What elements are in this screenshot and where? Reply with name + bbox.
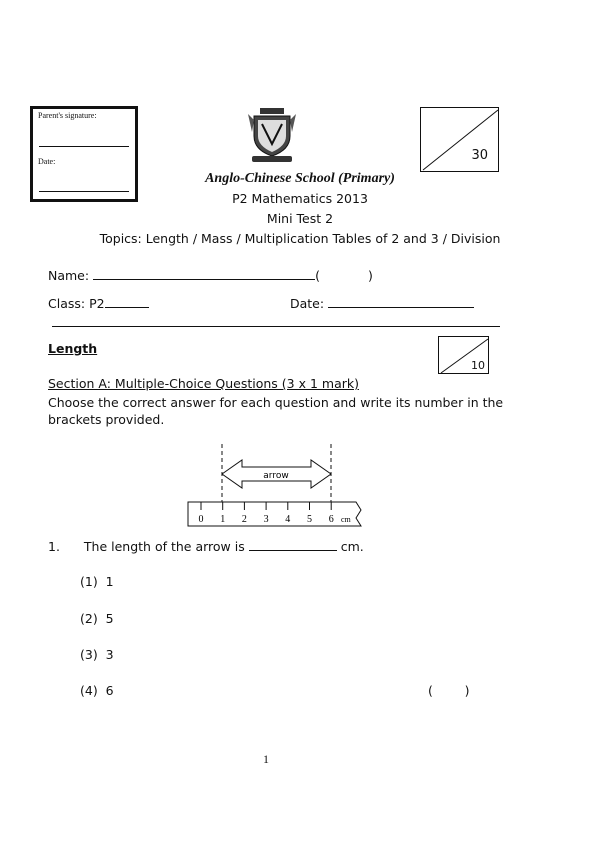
option-1[interactable] (80, 574, 114, 589)
section-a-heading: Section A: Multiple-Choice Questions (3 x 1 mark) (48, 376, 359, 391)
option-3[interactable] (80, 647, 114, 662)
class-field (48, 295, 149, 311)
ruler-figure (186, 444, 366, 534)
question-blank[interactable] (249, 538, 337, 551)
ruler-diagram (186, 444, 366, 530)
ruler-tick-label: 3 (263, 514, 269, 525)
name-field (48, 267, 373, 283)
ruler-unit: cm (341, 515, 351, 524)
date-label: Date: (290, 296, 325, 311)
question-unit: cm. (340, 539, 364, 554)
page-number: 1 (263, 752, 269, 766)
date-field (290, 295, 474, 311)
instructions-text: Choose the correct answer for each question and write its number in the brackets provided. (48, 395, 504, 427)
test-title: Mini Test 2 (266, 211, 334, 226)
option-value: 6 (105, 683, 114, 698)
option-number: (1) (80, 574, 98, 589)
answer-bracket[interactable]: ( ) (428, 683, 470, 698)
subject-title: P2 Mathematics 2013 (232, 191, 368, 206)
name-label: Name: (48, 268, 90, 283)
option-value: 5 (105, 611, 114, 626)
total-score-value: 30 (471, 148, 488, 163)
ruler-tick-label: 2 (241, 514, 247, 525)
section-score-value: 10 (471, 359, 485, 372)
question-text: The length of the arrow is (83, 539, 245, 554)
register-bracket-open: ( (315, 268, 320, 283)
option-number: (4) (80, 683, 98, 698)
name-input-line[interactable] (93, 267, 315, 280)
arrow-label: arrow (263, 471, 289, 481)
question-number: 1. (48, 539, 60, 554)
option-value: 1 (105, 574, 114, 589)
school-name: Anglo-Chinese School (Primary) (205, 171, 395, 186)
ruler-tick-label: 5 (307, 514, 312, 525)
class-label: Class: P2 (48, 296, 105, 311)
ruler-tick-label: 1 (220, 514, 226, 525)
date-input-line[interactable] (328, 295, 474, 308)
parent-date-label: Date: (38, 157, 56, 166)
parent-signature-box (30, 106, 138, 202)
ruler-tick-label: 0 (198, 514, 204, 525)
total-score-box (420, 107, 499, 172)
option-value: 3 (105, 647, 114, 662)
class-input-line[interactable] (105, 295, 149, 308)
school-crest-logo (246, 106, 298, 164)
ruler-tick-label: 4 (285, 514, 291, 525)
option-4[interactable] (80, 683, 114, 698)
divider-line (52, 326, 500, 327)
option-number: (2) (80, 611, 98, 626)
register-bracket-close: ) (367, 268, 373, 283)
option-number: (3) (80, 647, 98, 662)
section-score-box (438, 336, 489, 374)
parent-signature-line[interactable] (39, 146, 129, 147)
topics-line: Topics: Length / Mass / Multiplication Tables of 2 and 3 / Division (99, 231, 501, 246)
section-title: Length (48, 341, 98, 356)
option-2[interactable] (80, 611, 114, 626)
ruler-body (188, 502, 361, 526)
ruler-tick-label: 6 (328, 514, 334, 525)
parent-signature-label: Parent's signature: (38, 111, 97, 120)
question-1 (48, 538, 364, 554)
